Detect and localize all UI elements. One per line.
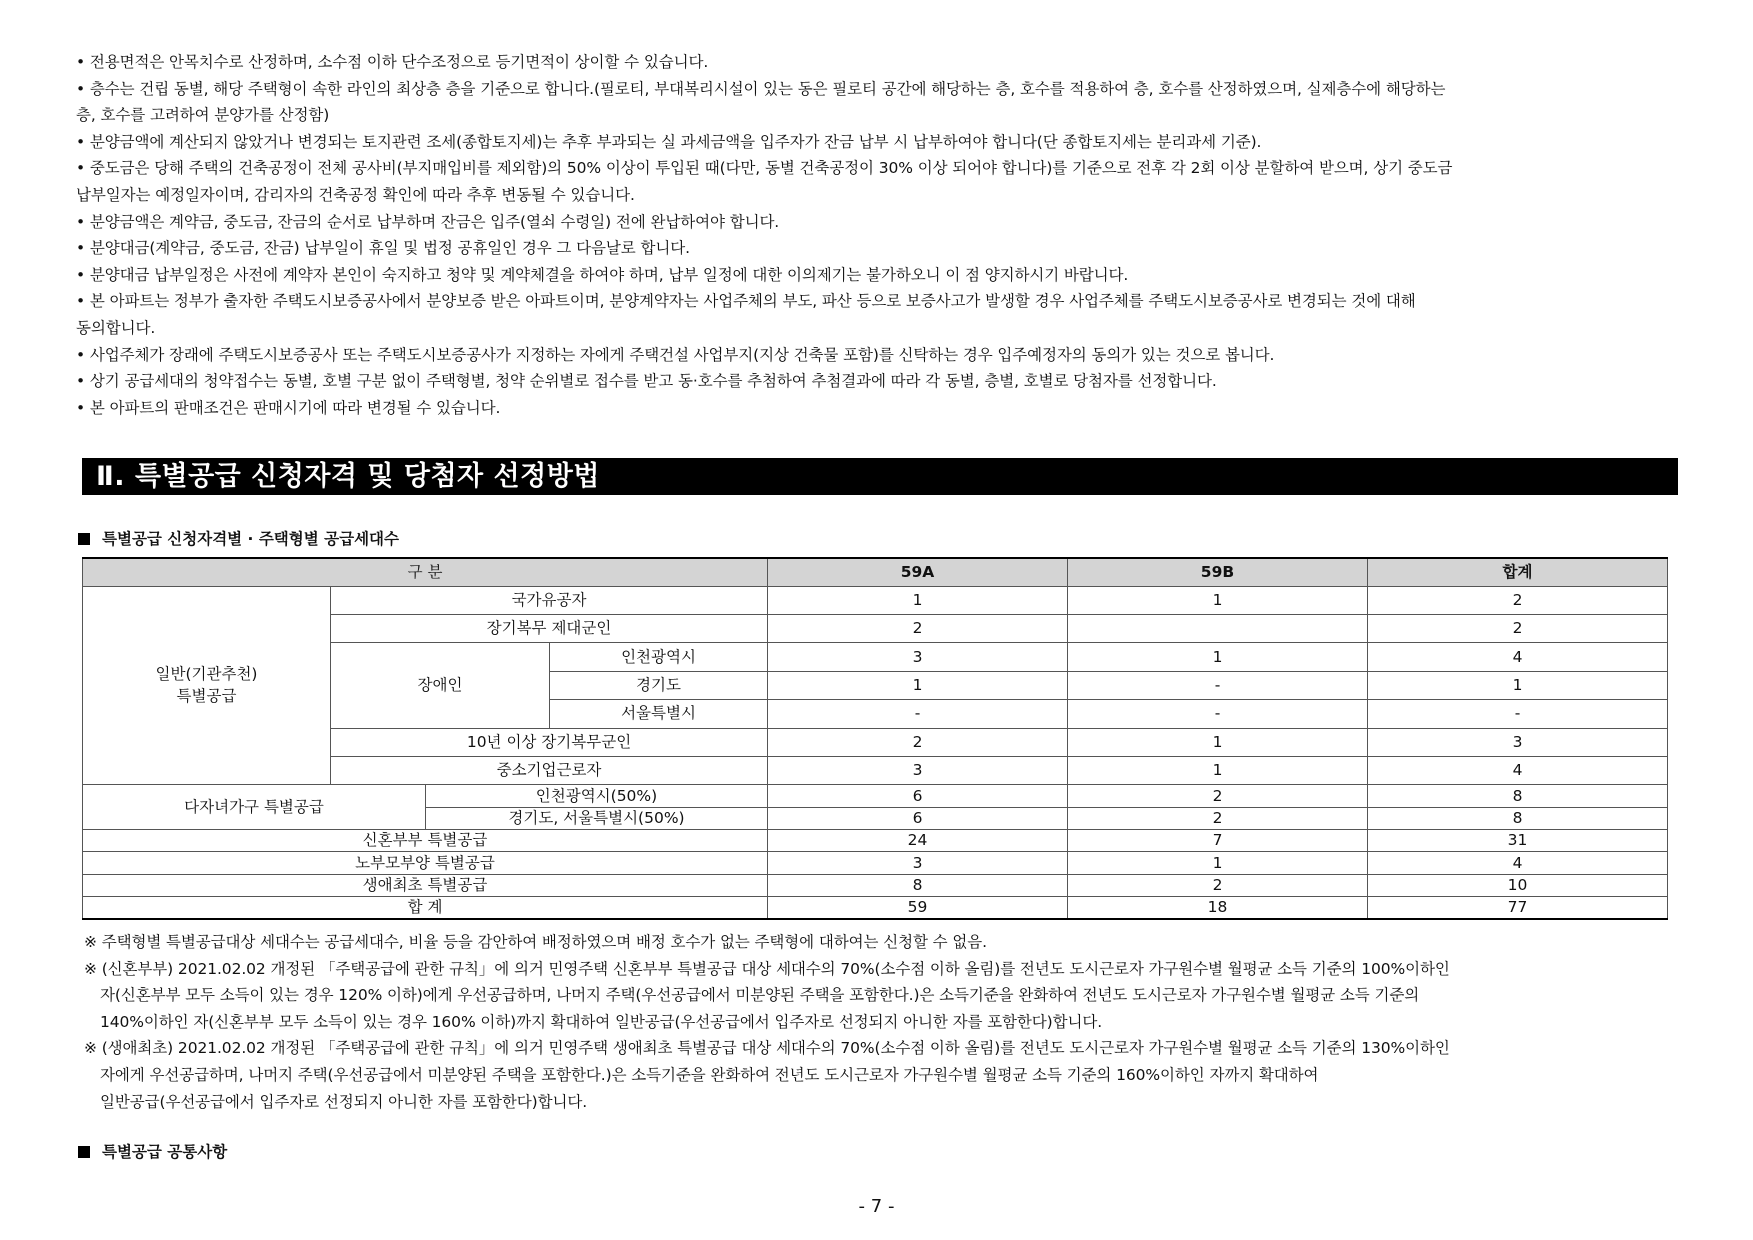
table-row — [83, 830, 1668, 852]
cell-total: 1 — [1368, 671, 1668, 699]
table-header-row — [83, 558, 1668, 586]
group-disabled: 장애인 — [331, 643, 550, 728]
cell-59b: 2 — [1068, 807, 1368, 829]
row-label: 신혼부부 특별공급 — [83, 830, 768, 852]
header-59b: 59B — [1068, 558, 1368, 586]
bullet-line: • 분양금액에 계산되지 않았거나 변경되는 토지관련 조세(종합토지세)는 추후 부과되는 실 과세금액을 입주자가 잔금 납부 시 납부하여야 합니다(단 종합토지세는 분리과세 기준). — [76, 132, 1262, 151]
bullet-line: 납부일자는 예정일자이며, 감리자의 건축공정 확인에 따라 추후 변동될 수 있습니다. — [76, 185, 635, 204]
row-label: 경기도 — [550, 671, 768, 699]
cell-59b — [1068, 614, 1368, 642]
cell-59a: 2 — [768, 614, 1068, 642]
cell-total: - — [1368, 700, 1668, 728]
cell-59a: 3 — [768, 757, 1068, 785]
cell-59b: - — [1068, 671, 1368, 699]
cell-59b: 1 — [1068, 852, 1368, 874]
row-label: 경기도, 서울특별시(50%) — [426, 807, 768, 829]
cell-total: 3 — [1368, 728, 1668, 756]
cell-59b: 18 — [1068, 897, 1368, 919]
cell-59a: 3 — [768, 643, 1068, 671]
table-row — [83, 785, 1668, 807]
header-category: 구 분 — [83, 558, 768, 586]
cell-59a: 1 — [768, 586, 1068, 614]
bullet-line: • 층수는 건립 동별, 해당 주택형이 속한 라인의 최상층 층을 기준으로 합니다.(필로티, 부대복리시설이 있는 동은 필로티 공간에 해당하는 층, 호수를 적용하여 층, 호수를 산정하였으며, 실제층수에 해당하는 — [76, 79, 1446, 98]
row-label: 생애최초 특별공급 — [83, 874, 768, 896]
table-row — [83, 586, 1668, 614]
subheading-common-matters — [78, 1140, 227, 1162]
cell-59a: 2 — [768, 728, 1068, 756]
footnote-list — [84, 929, 1684, 1115]
bullet-line: • 전용면적은 안목치수로 산정하며, 소수점 이하 단수조정으로 등기면적이 상이할 수 있습니다. — [76, 53, 709, 71]
cell-total: 4 — [1368, 852, 1668, 874]
cell-59a: - — [768, 700, 1068, 728]
section-title: Ⅱ. 특별공급 신청자격 및 당첨자 선정방법 — [82, 458, 1678, 495]
cell-59a: 3 — [768, 852, 1068, 874]
cell-total: 2 — [1368, 614, 1668, 642]
cell-59b: 1 — [1068, 586, 1368, 614]
cell-59b: 1 — [1068, 757, 1368, 785]
row-label: 노부모부양 특별공급 — [83, 852, 768, 874]
subheading-supply-count — [78, 527, 399, 549]
cell-59a: 24 — [768, 830, 1068, 852]
header-59a: 59A — [768, 558, 1068, 586]
intro-bullet-list — [76, 49, 1676, 421]
bullet-line: • 상기 공급세대의 청약접수는 동별, 호별 구분 없이 주택형별, 청약 순위별로 접수를 받고 동·호수를 추첨하여 추첨결과에 따라 각 동별, 층별, 호별로 당첨자를 선정합니다. — [76, 372, 1217, 391]
square-bullet-icon — [78, 1146, 90, 1158]
bullet-line: 동의합니다. — [76, 318, 156, 337]
bullet-line: • 분양대금 납부일정은 사전에 계약자 본인이 숙지하고 청약 및 계약체결을 하여야 하며, 납부 일정에 대한 이의제기는 불가하오니 이 점 양지하시기 바랍니다. — [76, 265, 1129, 284]
row-label: 10년 이상 장기복무군인 — [331, 728, 768, 756]
cell-total: 8 — [1368, 785, 1668, 807]
subheading-text: 특별공급 공통사항 — [102, 1143, 228, 1161]
cell-total: 2 — [1368, 586, 1668, 614]
row-label: 인천광역시(50%) — [426, 785, 768, 807]
cell-total: 4 — [1368, 643, 1668, 671]
cell-59a: 6 — [768, 785, 1068, 807]
cell-total: 4 — [1368, 757, 1668, 785]
page-number: - 7 - — [858, 1196, 895, 1217]
footnote-line: 140%이하인 자(신혼부부 모두 소득이 있는 경우 160% 이하)까지 확대하여 일반공급(우선공급에서 입주자로 선정되지 아니한 자를 포함한다)합니다. — [100, 1012, 1103, 1031]
subheading-text: 특별공급 신청자격별 · 주택형별 공급세대수 — [102, 530, 399, 548]
cell-59a: 1 — [768, 671, 1068, 699]
bullet-line: • 중도금은 당해 주택의 건축공정이 전체 공사비(부지매입비를 제외함)의 50% 이상이 투입된 때(다만, 동별 건축공정이 30% 이상 되어야 합니다)를 기준으로 전후 각 2회 이상 분할하여 받으며, 상기 중도금 — [76, 159, 1453, 178]
footnote-line: ※ (신혼부부) 2021.02.02 개정된 「주택공급에 관한 규칙」에 의거 민영주택 신혼부부 특별공급 대상 세대수의 70%(소수점 이하 올림)를 전년도 도시근로자 가구원수별 월평균 소득 기준의 100%이하인 — [84, 959, 1450, 978]
supply-table — [82, 557, 1668, 920]
bullet-line: • 본 아파트는 정부가 출자한 주택도시보증공사에서 분양보증 받은 아파트이며, 분양계약자는 사업주체의 부도, 파산 등으로 보증사고가 발생할 경우 사업주체를 주택도시보증공사로 변경되는 것에 대해 — [76, 292, 1416, 311]
cell-59a: 6 — [768, 807, 1068, 829]
footnote-line: 자에게 우선공급하며, 나머지 주택(우선공급에서 미분양된 주택을 포함한다.)은 소득기준을 완화하여 전년도 도시근로자 가구원수별 월평균 소득 기준의 160%이하인 자까지 확대하여 — [100, 1065, 1319, 1084]
square-bullet-icon — [78, 533, 90, 545]
cell-59b: - — [1068, 700, 1368, 728]
bullet-line: 층, 호수를 고려하여 분양가를 산정함) — [76, 106, 330, 125]
cell-59b: 1 — [1068, 643, 1368, 671]
row-label: 인천광역시 — [550, 643, 768, 671]
cell-59b: 2 — [1068, 785, 1368, 807]
cell-59b: 7 — [1068, 830, 1368, 852]
table-row — [83, 852, 1668, 874]
footnote-line: ※ (생애최초) 2021.02.02 개정된 「주택공급에 관한 규칙」에 의거 민영주택 생애최초 특별공급 대상 세대수의 70%(소수점 이하 올림)를 전년도 도시근로자 가구원수별 월평균 소득 기준의 130%이하인 — [84, 1039, 1450, 1058]
footnote-line: ※ 주택형별 특별공급대상 세대수는 공급세대수, 비율 등을 감안하여 배정하였으며 배정 호수가 없는 주택형에 대하여는 신청할 수 없음. — [84, 933, 987, 951]
bullet-line: • 분양금액은 계약금, 중도금, 잔금의 순서로 납부하며 잔금은 입주(열쇠 수령일) 전에 완납하여야 합니다. — [76, 212, 780, 231]
footnote-line: 자(신혼부부 모두 소득이 있는 경우 120% 이하)에게 우선공급하며, 나머지 주택(우선공급에서 미분양된 주택을 포함한다.)은 소득기준을 완화하여 전년도 도시근로자 가구원수별 월평균 소득 기준의 — [100, 986, 1420, 1005]
cell-total: 77 — [1368, 897, 1668, 919]
cell-total: 8 — [1368, 807, 1668, 829]
header-total: 합계 — [1368, 558, 1668, 586]
cell-59b: 2 — [1068, 874, 1368, 896]
table-total-row — [83, 897, 1668, 919]
bullet-line: • 사업주체가 장래에 주택도시보증공사 또는 주택도시보증공사가 지정하는 자에게 주택건설 사업부지(지상 건축물 포함)를 신탁하는 경우 입주예정자의 동의가 있는 것으로 봅니다. — [76, 345, 1275, 364]
cell-59a: 59 — [768, 897, 1068, 919]
row-label: 중소기업근로자 — [331, 757, 768, 785]
cell-total: 31 — [1368, 830, 1668, 852]
bullet-line: • 본 아파트의 판매조건은 판매시기에 따라 변경될 수 있습니다. — [76, 398, 501, 417]
row-label: 국가유공자 — [331, 586, 768, 614]
cell-59a: 8 — [768, 874, 1068, 896]
row-label: 서울특별시 — [550, 700, 768, 728]
group-general-special: 일반(기관추천) 특별공급 — [83, 586, 331, 785]
row-label: 장기복무 제대군인 — [331, 614, 768, 642]
group-multichild: 다자녀가구 특별공급 — [83, 785, 426, 830]
footnote-line: 일반공급(우선공급에서 입주자로 선정되지 아니한 자를 포함한다)합니다. — [100, 1092, 588, 1111]
cell-total: 10 — [1368, 874, 1668, 896]
cell-59b: 1 — [1068, 728, 1368, 756]
table-row — [83, 874, 1668, 896]
bullet-line: • 분양대금(계약금, 중도금, 잔금) 납부일이 휴일 및 법정 공휴일인 경우 그 다음날로 합니다. — [76, 239, 690, 258]
row-label: 합 계 — [83, 897, 768, 919]
